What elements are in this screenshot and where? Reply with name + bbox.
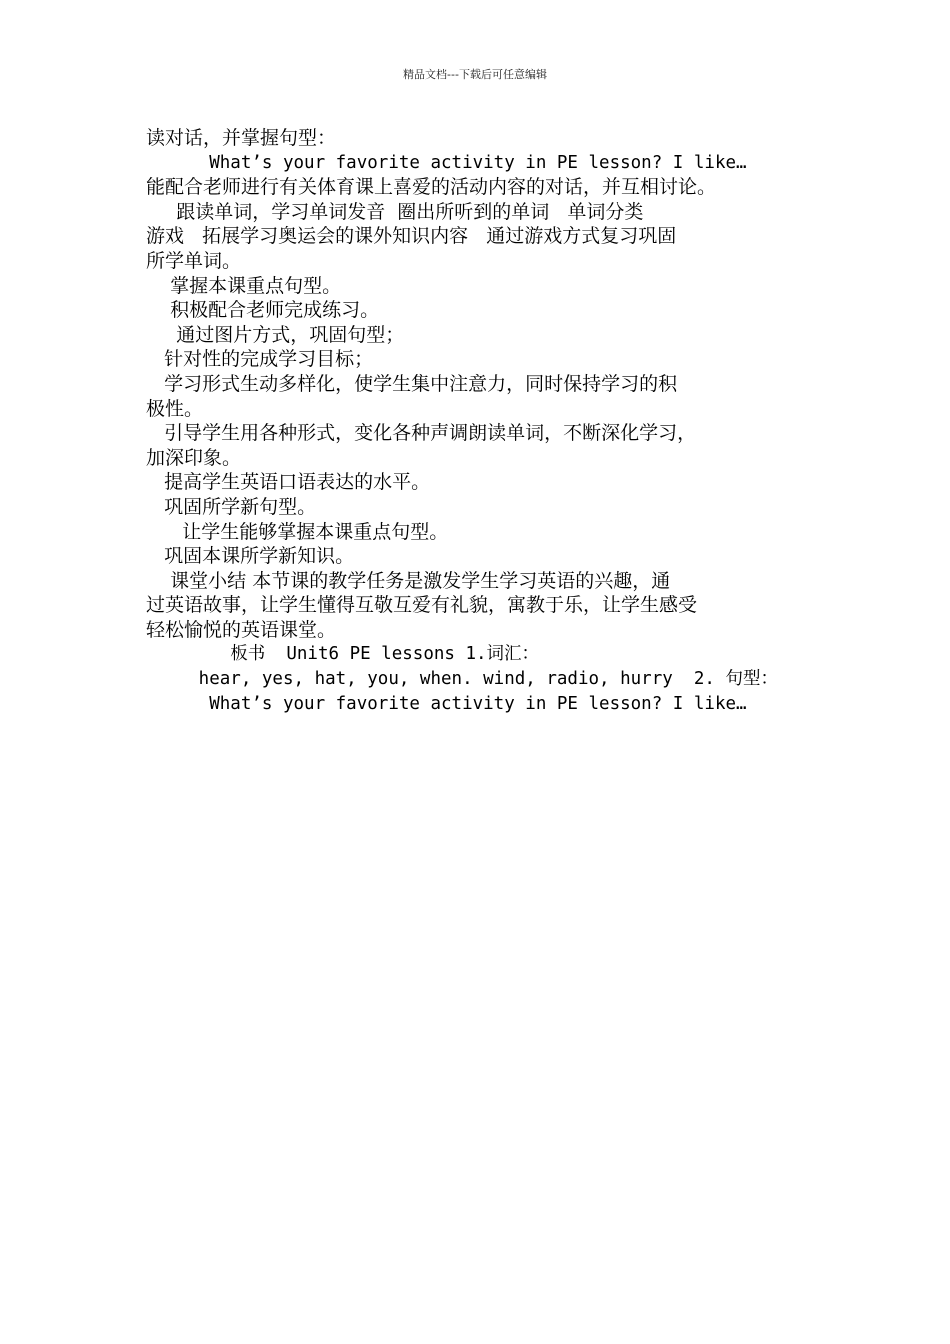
text-line: 提高学生英语口语表达的水平。 bbox=[146, 471, 431, 494]
body-text bbox=[146, 126, 836, 716]
text-line: 积极配合老师完成练习。 bbox=[146, 299, 380, 322]
text-line: 针对性的完成学习目标； bbox=[146, 348, 374, 371]
text-line: 跟读单词，学习单词发音 圈出所听到的单词 单词分类 bbox=[146, 200, 644, 223]
text-line: 加深印象。 bbox=[146, 446, 242, 469]
text-line: What’s your favorite activity in PE lesson? I like… bbox=[146, 693, 747, 714]
text-line: 巩固所学新句型。 bbox=[146, 495, 317, 518]
page-header: 精品文档---下载后可任意编辑 bbox=[403, 68, 547, 81]
text-line: 学习形式生动多样化，使学生集中注意力，同时保持学习的积 bbox=[146, 372, 678, 395]
text-line: 读对话，并掌握句型： bbox=[146, 127, 337, 149]
text-line: 板书 Unit6 PE lessons 1.词汇： bbox=[146, 644, 540, 665]
text-line: 引导学生用各种形式，变化各种声调朗读单词，不断深化学习， bbox=[146, 422, 697, 445]
text-line: 能配合老师进行有关体育课上喜爱的活动内容的对话，并互相讨论。 bbox=[146, 176, 717, 199]
text-line: 游戏 拓展学习奥运会的课外知识内容 通过游戏方式复习巩固 bbox=[146, 225, 677, 248]
text-line: 轻松愉悦的英语课堂。 bbox=[146, 618, 337, 641]
text-line: 课堂小结 本节课的教学任务是激发学生学习英语的兴趣，通 bbox=[146, 569, 671, 592]
text-line: 让学生能够掌握本课重点句型。 bbox=[146, 520, 449, 543]
text-line: 掌握本课重点句型。 bbox=[146, 274, 342, 297]
text-line: 巩固本课所学新知识。 bbox=[146, 545, 355, 568]
text-line: 通过图片方式，巩固句型； bbox=[146, 323, 405, 346]
text-line: hear, yes, hat, you, when. wind, radio, hurry 2. 句型： bbox=[146, 669, 778, 690]
text-line: What’s your favorite activity in PE lesson? I like… bbox=[146, 152, 747, 173]
text-line: 极性。 bbox=[146, 397, 204, 420]
text-line: 所学单词。 bbox=[146, 249, 242, 272]
text-line: 过英语故事，让学生懂得互敬互爱有礼貌，寓教于乐，让学生感受 bbox=[146, 594, 698, 617]
